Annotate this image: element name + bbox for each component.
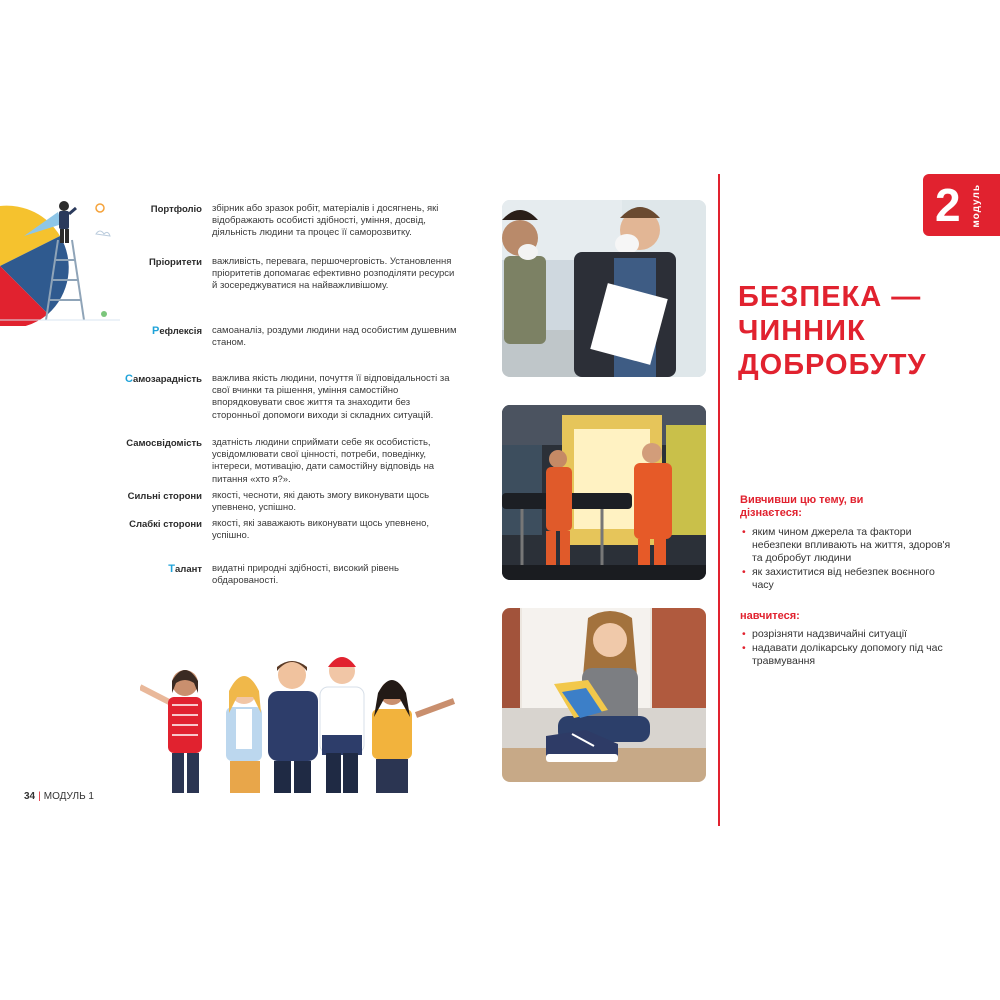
learn-item: • як захиститися від небезпек воєнного часу [740,566,952,592]
learn-heading: Вивчивши цю тему, ви дізнаєтеся: [740,494,864,519]
glossary-definition: збірник або зразок робіт, матеріалів і досягнень, які відображають особисті здібності, уміння, досвід, діяльність людини та процес її саморозвитку. [212,203,439,239]
photo-people-coughing-smoke [502,200,706,377]
group-of-friends-illustration [140,645,460,795]
glossary-term: Самозарадність [125,373,202,385]
module-label: модуль [971,184,982,228]
glossary-term: Слабкі сторони [129,519,202,530]
module-badge [923,174,1000,236]
chapter-title: БЕЗПЕКА — ЧИННИК ДОБРОБУТУ [738,281,927,381]
glossary-term: Самосвідомість [126,438,202,449]
glossary-definition: важливість, перевага, першочерговість. Установлення пріоритетів допомагає ефективно розподіляти ресурси й зосереджуватися на найважливішому. [212,256,455,292]
module-number: 2 [935,179,961,231]
glossary-definition: важлива якість людини, почуття її відповідальності за свої вчинки та рішення, уміння самостійно впорядковувати своє життя та знаходити без сторонньої допомоги виходи зі складних ситуацій. [212,373,450,421]
glossary-term: Талант [168,563,202,575]
skills-item: • розрізняти надзвичайні ситуації [740,628,952,641]
glossary-term: Портфоліо [150,204,202,215]
glossary-definition: якості, які заважають виконувати щось упевнено, успішно. [212,518,430,542]
vertical-divider [718,174,720,826]
glossary-definition: якості, чесноти, які дають змогу виконувати щось упевнено, успішно. [212,490,430,514]
skills-item: • надавати долікарську допомогу під час травмування [740,642,952,668]
glossary-definition: видатні природні здібності, високий рівень обдарованості. [212,563,399,587]
glossary-term: Сильні сторони [127,491,202,502]
page-footer: 34 | МОДУЛЬ 1 [24,791,94,802]
glossary-term: Пріоритети [148,257,202,268]
photo-girl-tying-sneaker [502,608,706,782]
learn-item: • яким чином джерела та фактори небезпеки впливають на життя, здоров'я та добробут людини [740,526,952,565]
photo-paramedics-ambulance [502,405,706,580]
glossary-definition: самоаналіз, роздуми людини над особистим душевним станом. [212,325,457,349]
skills-heading: навчитеся: [740,610,800,622]
glossary-term: Рефлексія [152,325,202,337]
glossary-definition: здатність людини сприймати себе як особистість, усвідомлювати свої цінності, потреби, поведінку, інтереси, мотивацію, дати самостійну відповідь на питання «хто я?». [212,437,435,485]
